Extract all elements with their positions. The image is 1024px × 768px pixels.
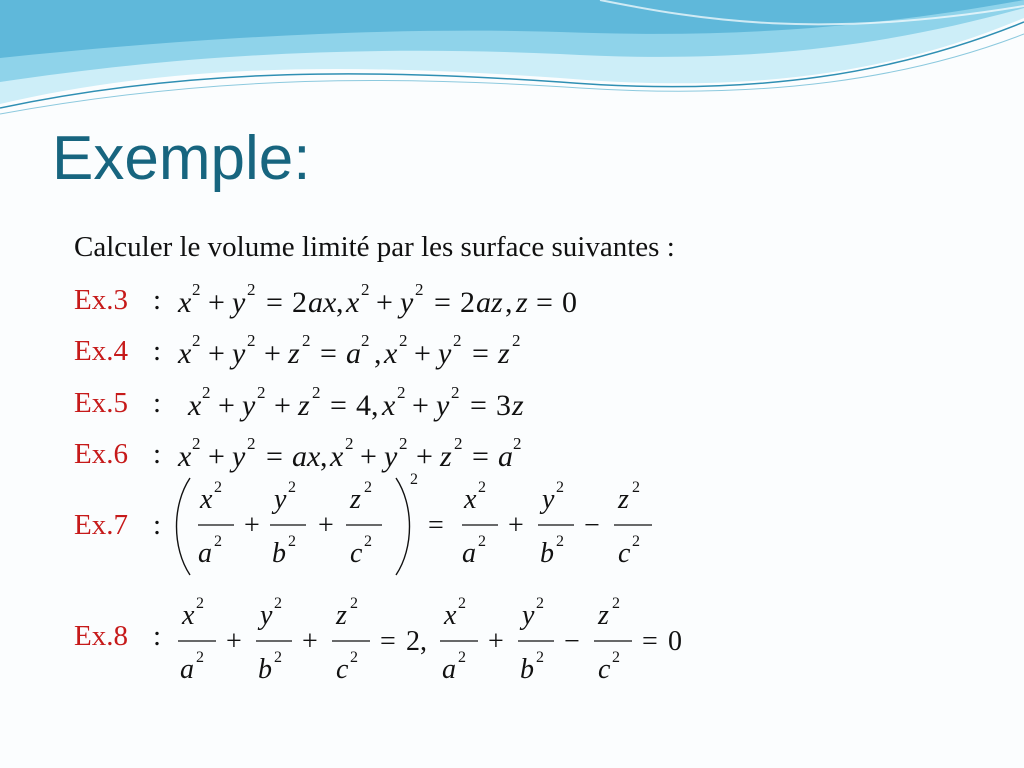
svg-text:2: 2: [274, 595, 282, 612]
svg-text:2: 2: [312, 383, 321, 402]
svg-text:ax: ax: [308, 286, 337, 319]
svg-text:2: 2: [288, 533, 296, 550]
svg-text:2: 2: [536, 649, 544, 666]
svg-text:+: +: [414, 337, 431, 370]
svg-text:x: x: [200, 484, 213, 515]
svg-text:+: +: [208, 286, 225, 319]
svg-text:+: +: [208, 337, 225, 370]
svg-text:2: 2: [361, 280, 370, 299]
svg-text:a: a: [498, 440, 513, 473]
svg-text:y: y: [384, 440, 398, 473]
svg-text:2: 2: [399, 331, 408, 350]
svg-text:y: y: [242, 389, 256, 422]
svg-text:x: x: [444, 600, 457, 631]
svg-text:x: x: [178, 337, 192, 370]
svg-text:,: ,: [336, 286, 344, 319]
exercise-label-5: Ex.5: [74, 387, 128, 419]
svg-text:az: az: [476, 286, 503, 319]
svg-text:2: 2: [302, 331, 311, 350]
svg-text:0: 0: [668, 626, 682, 657]
svg-text:4,: 4,: [356, 389, 379, 422]
svg-text:2: 2: [397, 383, 406, 402]
svg-text:2: 2: [458, 595, 466, 612]
svg-text:2: 2: [247, 434, 256, 453]
svg-text:2: 2: [410, 471, 418, 488]
svg-text:+: +: [508, 510, 524, 541]
svg-text:b: b: [258, 654, 272, 685]
svg-text:c: c: [618, 538, 631, 569]
svg-text:y: y: [438, 337, 452, 370]
svg-text:2: 2: [536, 595, 544, 612]
exercise-colon-7: :: [153, 509, 162, 541]
svg-text:z: z: [298, 389, 310, 422]
svg-text:z: z: [618, 484, 629, 515]
svg-text:ax: ax: [292, 440, 321, 473]
svg-text:x: x: [464, 484, 477, 515]
svg-text:z: z: [516, 286, 528, 319]
svg-text:2: 2: [345, 434, 354, 453]
svg-text:a: a: [462, 538, 476, 569]
svg-text:2: 2: [415, 280, 424, 299]
svg-text:2: 2: [513, 434, 522, 453]
svg-text:,: ,: [505, 286, 513, 319]
exercise-colon-6: :: [153, 438, 162, 470]
svg-text:0: 0: [562, 286, 577, 319]
svg-text:+: +: [302, 626, 318, 657]
svg-text:2: 2: [196, 595, 204, 612]
svg-text:c: c: [336, 654, 349, 685]
svg-text:2: 2: [247, 280, 256, 299]
svg-text:−: −: [584, 510, 600, 541]
svg-text:=: =: [266, 286, 283, 319]
svg-text:2: 2: [612, 595, 620, 612]
svg-text:y: y: [232, 440, 246, 473]
svg-text:2: 2: [196, 649, 204, 666]
svg-text:=: =: [536, 286, 553, 319]
svg-text:2: 2: [192, 434, 201, 453]
svg-text:2: 2: [257, 383, 266, 402]
svg-text:2: 2: [478, 479, 486, 496]
svg-text:=: =: [380, 626, 396, 657]
svg-text:z: z: [440, 440, 452, 473]
svg-text:+: +: [412, 389, 429, 422]
svg-text:+: +: [318, 510, 334, 541]
svg-text:a: a: [180, 654, 194, 685]
svg-text:z: z: [598, 600, 609, 631]
svg-text:a: a: [442, 654, 456, 685]
equation-ex4: [170, 327, 690, 377]
svg-text:2: 2: [202, 383, 211, 402]
exercise-label-4: Ex.4: [74, 335, 128, 367]
svg-text:2: 2: [512, 331, 521, 350]
svg-text:=: =: [330, 389, 347, 422]
exercise-colon-8: :: [153, 620, 162, 652]
svg-text:2: 2: [612, 649, 620, 666]
svg-text:2: 2: [478, 533, 486, 550]
svg-text:2: 2: [632, 479, 640, 496]
svg-text:2: 2: [632, 533, 640, 550]
exercise-colon-3: :: [153, 284, 162, 316]
exercise-colon-4: :: [153, 335, 162, 367]
svg-text:b: b: [520, 654, 534, 685]
svg-text:2: 2: [350, 595, 358, 612]
svg-text:2: 2: [247, 331, 256, 350]
svg-text:c: c: [598, 654, 611, 685]
svg-text:y: y: [400, 286, 414, 319]
svg-text:y: y: [522, 600, 535, 631]
svg-text:3: 3: [496, 389, 511, 422]
svg-text:,: ,: [374, 337, 382, 370]
svg-text:y: y: [232, 286, 246, 319]
svg-text:x: x: [178, 286, 192, 319]
svg-text:x: x: [182, 600, 195, 631]
svg-text:z: z: [288, 337, 300, 370]
svg-text:2: 2: [458, 649, 466, 666]
slide-title: Exemple:: [52, 124, 311, 193]
svg-text:=: =: [642, 626, 658, 657]
equation-ex3: [170, 276, 690, 326]
exercise-label-6: Ex.6: [74, 438, 128, 470]
svg-text:y: y: [274, 484, 287, 515]
svg-text:=: =: [320, 337, 337, 370]
intro-text: Calculer le volume limité par les surface suivantes :: [74, 231, 675, 263]
equation-ex8: [170, 586, 710, 696]
svg-text:2: 2: [556, 479, 564, 496]
svg-text:y: y: [542, 484, 555, 515]
svg-text:=: =: [472, 440, 489, 473]
svg-text:2: 2: [364, 479, 372, 496]
svg-text:z: z: [512, 389, 524, 422]
svg-text:2: 2: [214, 479, 222, 496]
equation-ex5: [170, 379, 690, 429]
svg-text:x: x: [330, 440, 344, 473]
svg-text:b: b: [272, 538, 286, 569]
svg-text:c: c: [350, 538, 363, 569]
svg-text:=: =: [266, 440, 283, 473]
svg-text:x: x: [188, 389, 202, 422]
svg-text:2: 2: [453, 331, 462, 350]
svg-text:2: 2: [214, 533, 222, 550]
svg-text:x: x: [346, 286, 360, 319]
svg-text:+: +: [218, 389, 235, 422]
exercise-colon-5: :: [153, 387, 162, 419]
svg-text:2: 2: [454, 434, 463, 453]
svg-text:,: ,: [320, 440, 328, 473]
svg-text:y: y: [436, 389, 450, 422]
svg-text:=: =: [470, 389, 487, 422]
svg-text:2: 2: [361, 331, 370, 350]
svg-text:+: +: [208, 440, 225, 473]
svg-text:2: 2: [451, 383, 460, 402]
svg-text:+: +: [274, 389, 291, 422]
svg-text:=: =: [428, 510, 444, 541]
svg-text:2: 2: [274, 649, 282, 666]
svg-text:=: =: [434, 286, 451, 319]
svg-text:2,: 2,: [406, 626, 427, 657]
svg-text:+: +: [376, 286, 393, 319]
svg-text:2: 2: [460, 286, 475, 319]
svg-text:b: b: [540, 538, 554, 569]
svg-text:2: 2: [350, 649, 358, 666]
exercise-label-7: Ex.7: [74, 509, 128, 541]
svg-text:x: x: [384, 337, 398, 370]
svg-text:z: z: [350, 484, 361, 515]
svg-text:=: =: [472, 337, 489, 370]
svg-text:z: z: [336, 600, 347, 631]
svg-text:y: y: [260, 600, 273, 631]
svg-text:a: a: [346, 337, 361, 370]
svg-text:2: 2: [399, 434, 408, 453]
svg-text:−: −: [564, 626, 580, 657]
exercise-label-8: Ex.8: [74, 620, 128, 652]
svg-text:+: +: [244, 510, 260, 541]
svg-text:y: y: [232, 337, 246, 370]
svg-text:x: x: [178, 440, 192, 473]
svg-text:2: 2: [556, 533, 564, 550]
svg-text:2: 2: [364, 533, 372, 550]
svg-text:+: +: [226, 626, 242, 657]
svg-text:+: +: [264, 337, 281, 370]
svg-text:2: 2: [288, 479, 296, 496]
svg-text:x: x: [382, 389, 396, 422]
svg-text:2: 2: [292, 286, 307, 319]
svg-text:+: +: [416, 440, 433, 473]
svg-text:+: +: [360, 440, 377, 473]
svg-text:z: z: [498, 337, 510, 370]
svg-text:+: +: [488, 626, 504, 657]
svg-text:2: 2: [192, 280, 201, 299]
exercise-label-3: Ex.3: [74, 284, 128, 316]
svg-text:a: a: [198, 538, 212, 569]
svg-text:2: 2: [192, 331, 201, 350]
equation-ex7: [170, 470, 690, 580]
header-wave-decoration: [0, 0, 1024, 140]
